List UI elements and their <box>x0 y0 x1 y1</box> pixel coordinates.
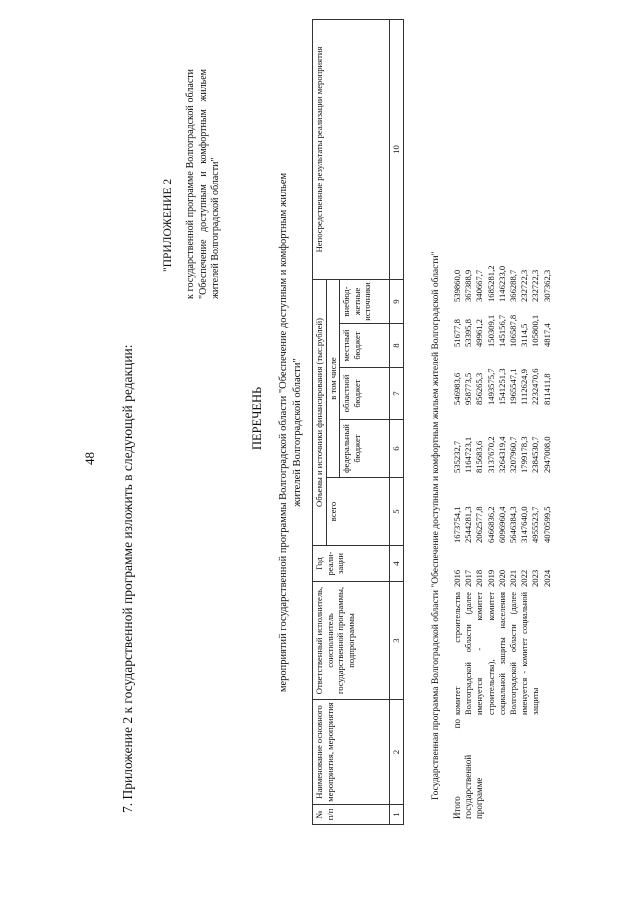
total-cell: 4955523,7 <box>530 506 541 543</box>
header-total: всего <box>326 478 390 546</box>
header-regional: областной бюджет <box>340 368 390 420</box>
total-cell: 2544281,3 <box>463 506 474 543</box>
header-name: Наименование основного мероприятия, мероприятия <box>313 700 390 805</box>
local-cell: 51677,8 <box>452 319 462 347</box>
regional-cell: 1112624,9 <box>519 369 530 405</box>
federal-cell: 3207960,7 <box>507 436 518 473</box>
federal-cell: 2947008,0 <box>541 436 552 473</box>
list-title: ПЕРЕЧЕНЬ <box>250 386 264 450</box>
amendment-heading: 7. Приложение 2 к государственной программе изложить в следующей редакции: <box>120 344 135 813</box>
federal-cell: 3264319,4 <box>496 436 507 473</box>
header-federal: федеральный бюджет <box>340 420 390 478</box>
column-number: 6 <box>390 420 404 478</box>
local-cell: 145156,7 <box>496 314 507 347</box>
column-number: 9 <box>390 279 404 323</box>
federal-cell: 815683,6 <box>474 440 485 473</box>
page-number: 48 <box>82 452 97 465</box>
years-column <box>452 570 553 587</box>
local-column <box>452 315 553 347</box>
federal-column <box>452 436 553 473</box>
year-cell: 2019 <box>485 569 496 587</box>
local-cell: 4817,4 <box>541 323 552 347</box>
local-cell: 150309,1 <box>485 314 496 347</box>
column-number: 4 <box>390 546 404 582</box>
federal-cell: 1799178,3 <box>519 436 530 473</box>
regional-cell: 811411,8 <box>541 373 552 405</box>
year-cell: 2017 <box>463 569 474 587</box>
regional-cell: 958773,5 <box>463 372 474 405</box>
regional-cell: 1541251,3 <box>496 368 507 405</box>
local-cell: 105800,1 <box>530 314 541 347</box>
extra-cell: 340667,7 <box>474 269 485 302</box>
year-cell: 2023 <box>530 569 541 587</box>
federal-cell: 3137670,2 <box>485 436 496 473</box>
total-cell: 4070599,5 <box>541 506 552 543</box>
header-including: в том числе <box>326 279 340 477</box>
local-cell: 106587,8 <box>507 314 518 347</box>
year-cell: 2016 <box>452 569 462 587</box>
local-cell: 49961,2 <box>474 319 485 347</box>
federal-cell: 535232,7 <box>452 440 462 473</box>
extra-cell: 539860,0 <box>452 269 462 302</box>
regional-cell: 2232470,6 <box>530 368 541 405</box>
extra-cell: 232722,3 <box>519 269 530 302</box>
extra-column <box>452 265 553 302</box>
year-cell: 2022 <box>519 569 530 587</box>
column-number: 5 <box>390 478 404 546</box>
funding-table <box>312 19 404 825</box>
column-number: 2 <box>390 700 404 805</box>
appendix-title: "ПРИЛОЖЕНИЕ 2 <box>162 178 174 272</box>
regional-cell: 856265,3 <box>474 372 485 405</box>
local-cell: 3114,5 <box>519 323 530 347</box>
column-number: 3 <box>390 582 404 700</box>
list-description: мероприятий государственной программы Волгоградской области "Обеспечение доступным и комфортным жильем жителей Волгоградской области" <box>278 172 303 693</box>
header-year: Год реали-зации <box>313 546 390 582</box>
federal-cell: 1164723,1 <box>463 436 474 473</box>
regional-cell: 546983,6 <box>452 372 462 405</box>
column-number: 7 <box>390 368 404 420</box>
local-cell: 53395,8 <box>463 319 474 347</box>
program-title: Государственная программа Волгоградской области "Обеспечение доступным и комфортным жильем жителей Волгоградской области" <box>431 251 441 800</box>
column-number: 1 <box>390 805 404 825</box>
federal-cell: 2384530,7 <box>530 436 541 473</box>
year-cell: 2020 <box>496 569 507 587</box>
total-row-executor: комитет строительства Волгоградской области (далее именуется - комитет строительства), комитет социальной защиты населения Волгоградской области (далее именуется - комитет социальной защиты <box>453 592 541 715</box>
header-extra: внебюд-жетные источники <box>340 279 390 323</box>
column-number-row <box>390 19 404 824</box>
column-number: 8 <box>390 324 404 368</box>
regional-cell: 1965547,1 <box>507 368 518 405</box>
total-cell: 2062577,8 <box>474 506 485 543</box>
total-cell: 6096960,4 <box>496 506 507 543</box>
year-cell: 2024 <box>541 569 552 587</box>
extra-cell: 1146233,0 <box>496 265 507 302</box>
total-cell: 3147640,0 <box>519 506 530 543</box>
total-column <box>452 506 553 543</box>
year-cell: 2021 <box>507 569 518 587</box>
total-cell: 6466836,2 <box>485 506 496 543</box>
header-results: Непосредственные результаты реализации мероприятия <box>313 19 390 279</box>
year-cell: 2018 <box>474 569 485 587</box>
extra-cell: 232722,3 <box>530 269 541 302</box>
header-funding: Объемы и источники финансирования (тыс.рублей) <box>313 279 327 545</box>
extra-cell: 366288,7 <box>507 269 518 302</box>
appendix-subtitle: к государственной программе Волгоградской области "Обеспечение доступным и комфортным жильем жителей Волгоградской области" <box>185 69 221 299</box>
extra-cell: 1685281,2 <box>485 265 496 302</box>
total-cell: 5646384,3 <box>507 506 518 543</box>
regional-column <box>452 368 553 405</box>
header-num: № п/п <box>313 805 390 825</box>
column-number: 10 <box>390 19 404 279</box>
extra-cell: 307362,3 <box>541 269 552 302</box>
header-executor: Ответственный исполнитель, соисполнитель государственной программы, подпрограммы <box>313 582 390 700</box>
regional-cell: 1493575,7 <box>485 368 496 405</box>
total-cell: 1673754,1 <box>452 506 462 543</box>
header-local: местный бюджет <box>340 324 390 368</box>
extra-cell: 367388,9 <box>463 269 474 302</box>
total-row-label: Итого по государственной программе <box>452 719 484 819</box>
